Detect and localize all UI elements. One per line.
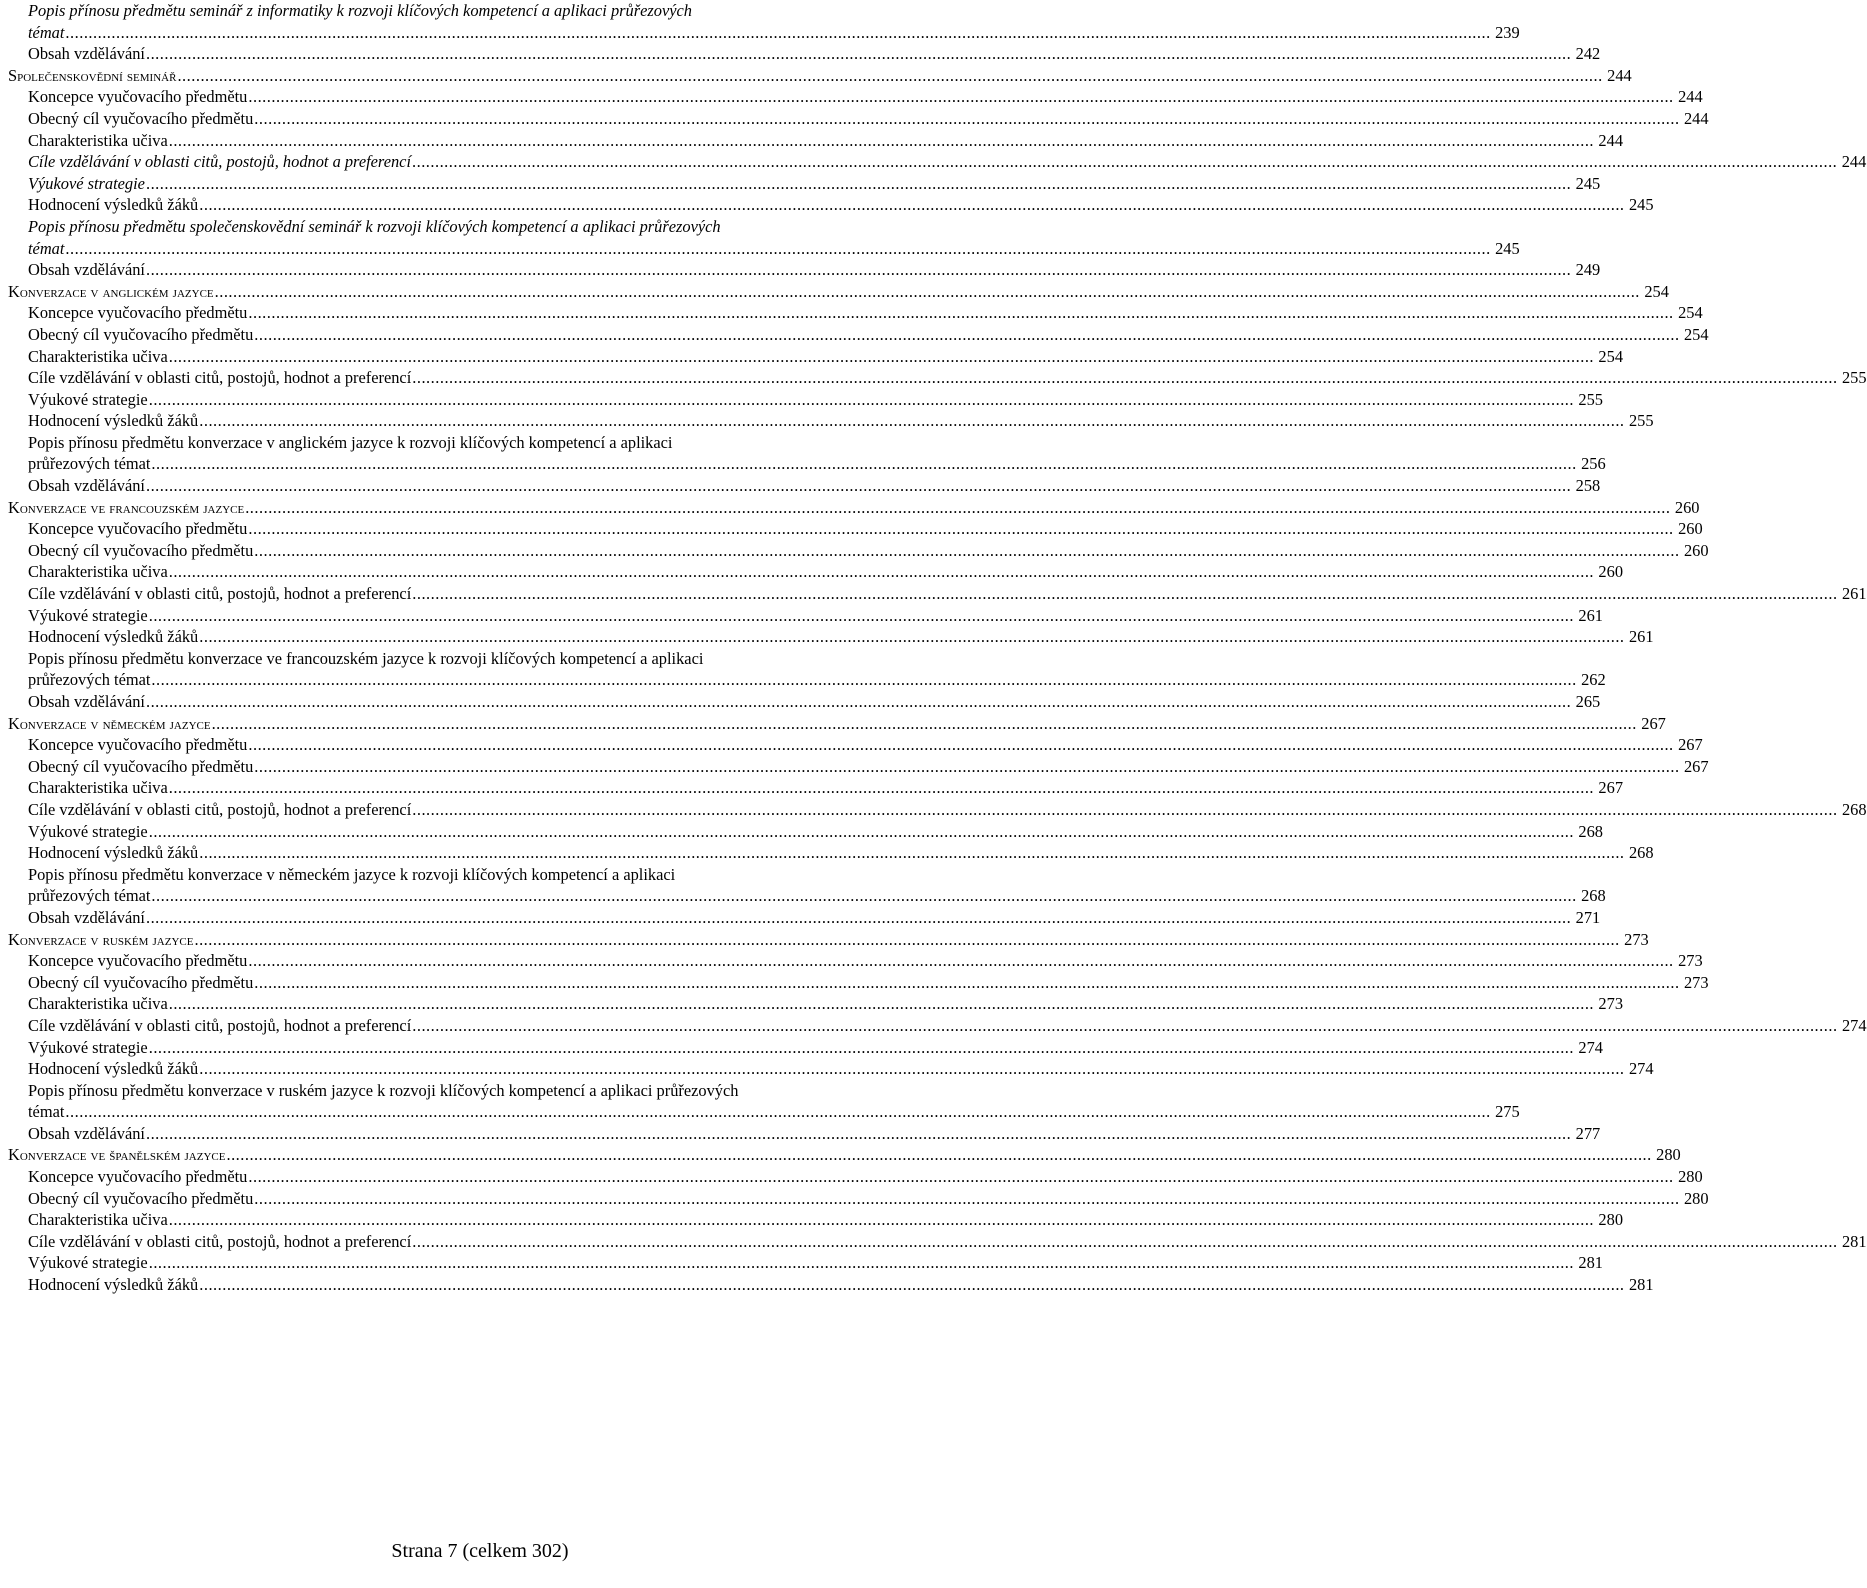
toc-entry[interactable]: [8, 86, 1703, 108]
toc-dot-leader: [248, 518, 1673, 540]
toc-entry[interactable]: [8, 346, 1624, 368]
toc-dot-leader: [169, 993, 1594, 1015]
toc-dot-leader: [65, 22, 1490, 44]
toc-dot-leader: [412, 1015, 1837, 1037]
toc-entry-title: Obecný cíl vyučovacího předmětu: [28, 1188, 254, 1208]
toc-entry-title: Charakteristika učiva: [28, 994, 168, 1014]
toc-page-number: 280: [1598, 1210, 1624, 1230]
toc-page-number: 265: [1575, 692, 1601, 711]
toc-entry-title: Charakteristika učiva: [28, 562, 168, 582]
toc-entry[interactable]: [8, 626, 1654, 648]
toc-entry[interactable]: [8, 540, 1709, 562]
toc-entry[interactable]: [8, 1015, 1867, 1037]
toc-entry[interactable]: [8, 972, 1709, 994]
toc-entry[interactable]: [8, 1166, 1703, 1188]
toc-entry[interactable]: [8, 669, 1606, 691]
toc-page-number: 244: [1841, 152, 1867, 172]
toc-dot-leader: [254, 540, 1679, 562]
toc-entry[interactable]: [8, 1188, 1709, 1210]
toc-dot-leader: [199, 1274, 1624, 1296]
toc-dot-leader: [169, 561, 1594, 583]
toc-entry[interactable]: [8, 22, 1520, 44]
toc-dot-leader: [412, 367, 1837, 389]
toc-entry-title: témat: [28, 1102, 65, 1122]
toc-page-number: 261: [1841, 584, 1867, 604]
toc-entry[interactable]: [8, 410, 1654, 432]
toc-entry-title: Charakteristika učiva: [28, 778, 168, 798]
toc-dot-leader: [215, 281, 1640, 303]
toc-page-number: 281: [1628, 1275, 1654, 1295]
toc-page-number: 267: [1598, 778, 1624, 798]
toc-entry[interactable]: [8, 216, 944, 238]
toc-dot-leader: [149, 1037, 1574, 1059]
toc-page-number: 268: [1581, 886, 1606, 906]
toc-entry-title: Cíle vzdělávání v oblasti citů, postojů, hodnot a preferencí: [28, 368, 412, 388]
toc-section-entry[interactable]: [8, 929, 1649, 951]
toc-dot-leader: [151, 453, 1576, 475]
toc-dot-leader: [146, 43, 1571, 65]
toc-dot-leader: [194, 929, 1619, 951]
toc-entry-title: Konverzace ve španělském jazyce: [8, 1145, 226, 1165]
toc-page-number: 274: [1841, 1015, 1867, 1035]
toc-page-number: 242: [1575, 44, 1601, 64]
toc-entry[interactable]: [8, 583, 1867, 605]
toc-entry[interactable]: [8, 1058, 1654, 1080]
toc-entry-title: témat: [28, 238, 65, 258]
toc-entry-title: Charakteristika učiva: [28, 346, 168, 366]
toc-entry-title: Výukové strategie: [28, 605, 148, 625]
toc-page-number: 254: [1683, 324, 1709, 344]
toc-page-number: 274: [1628, 1059, 1654, 1079]
toc-page-number: 260: [1674, 497, 1700, 517]
toc-entry[interactable]: [8, 475, 1601, 497]
toc-entry[interactable]: [8, 648, 944, 670]
toc-entry-title: Obsah vzdělávání: [28, 1123, 145, 1143]
toc-dot-leader: [248, 86, 1673, 108]
toc-entry-title: Cíle vzdělávání v oblasti citů, postojů, hodnot a preferencí: [28, 1231, 412, 1251]
toc-page-number: 267: [1641, 713, 1666, 733]
toc-entry-title: Hodnocení výsledků žáků: [28, 843, 199, 863]
toc-entry[interactable]: [8, 950, 1703, 972]
toc-entry[interactable]: [8, 734, 1703, 756]
toc-entry-title: Výukové strategie: [28, 389, 148, 409]
toc-entry[interactable]: [8, 821, 1603, 843]
toc-page-number: 281: [1578, 1253, 1603, 1273]
toc-entry-title: Popis přínosu předmětu konverzace v anglickém jazyce k rozvoji klíčových kompetencí a aplikaci: [28, 432, 673, 452]
toc-page-number: 273: [1683, 972, 1709, 992]
toc-page-number: 267: [1683, 756, 1709, 776]
toc-entry-title: témat: [28, 22, 65, 42]
toc-entry[interactable]: [8, 799, 1867, 821]
toc-dot-leader: [248, 734, 1673, 756]
toc-page-number: 281: [1841, 1231, 1867, 1251]
toc-dot-leader: [248, 302, 1673, 324]
toc-entry-title: Cíle vzdělávání v oblasti citů, postojů, hodnot a preferencí: [28, 584, 412, 604]
page-footer: Strana 7 (celkem 302): [391, 1540, 569, 1562]
toc-entry-title: Koncepce vyučovacího předmětu: [28, 519, 248, 539]
toc-dot-leader: [199, 626, 1624, 648]
toc-page-number: 245: [1575, 173, 1601, 193]
toc-entry-title: Výukové strategie: [28, 1253, 148, 1273]
toc-entry[interactable]: [8, 259, 1601, 281]
toc-entry[interactable]: [8, 453, 1606, 475]
toc-page-number: 260: [1598, 562, 1624, 582]
toc-entry[interactable]: [8, 324, 1709, 346]
toc-entry-title: Popis přínosu předmětu konverzace v německém jazyce k rozvoji klíčových kompetencí a aplikaci: [28, 864, 676, 884]
toc-dot-leader: [226, 1144, 1651, 1166]
toc-entry-title: Koncepce vyučovacího předmětu: [28, 87, 248, 107]
toc-page-number: 271: [1575, 907, 1601, 927]
toc-dot-leader: [149, 389, 1574, 411]
toc-entry[interactable]: [8, 864, 944, 886]
toc-entry-title: Výukové strategie: [28, 1037, 148, 1057]
toc-entry[interactable]: [8, 43, 1601, 65]
toc-entry-title: Koncepce vyučovacího předmětu: [28, 1167, 248, 1187]
toc-section-entry[interactable]: [8, 1144, 1681, 1166]
toc-page-number: 239: [1495, 22, 1520, 42]
toc-entry[interactable]: [8, 561, 1624, 583]
toc-dot-leader: [254, 1188, 1679, 1210]
toc-entry-title: Obecný cíl vyučovacího předmětu: [28, 540, 254, 560]
toc-page-number: 277: [1575, 1123, 1601, 1143]
toc-entry-title: Obecný cíl vyučovacího předmětu: [28, 756, 254, 776]
toc-entry-title: Výukové strategie: [28, 173, 145, 193]
toc-dot-leader: [149, 1252, 1574, 1274]
toc-entry[interactable]: [8, 1231, 1867, 1253]
toc-entry-title: Společenskovědní seminář: [8, 65, 177, 85]
toc-entry-title: Hodnocení výsledků žáků: [28, 1059, 199, 1079]
toc-page-number: 274: [1578, 1037, 1603, 1057]
toc-dot-leader: [169, 346, 1594, 368]
toc-entry-title: Hodnocení výsledků žáků: [28, 195, 199, 215]
toc-entry[interactable]: [8, 151, 1867, 173]
toc-entry-title: Obecný cíl vyučovacího předmětu: [28, 972, 254, 992]
table-of-contents: [8, 0, 1867, 1296]
toc-page-number: 255: [1628, 411, 1654, 431]
toc-entry[interactable]: [8, 108, 1709, 130]
toc-page-number: 261: [1578, 605, 1603, 625]
toc-dot-leader: [199, 842, 1624, 864]
toc-entry[interactable]: [8, 756, 1709, 778]
toc-page-number: 262: [1581, 670, 1606, 690]
toc-page-number: 260: [1683, 540, 1709, 560]
toc-page-number: 254: [1678, 303, 1703, 323]
toc-entry-title: Hodnocení výsledků žáků: [28, 1275, 199, 1295]
toc-page-number: 254: [1644, 281, 1669, 301]
toc-entry[interactable]: [8, 173, 1601, 195]
toc-entry[interactable]: [8, 432, 944, 454]
toc-page-number: 273: [1624, 929, 1649, 949]
toc-dot-leader: [412, 583, 1837, 605]
toc-dot-leader: [199, 194, 1624, 216]
toc-dot-leader: [412, 151, 1837, 173]
toc-page-number: 245: [1495, 238, 1520, 258]
toc-dot-leader: [248, 1166, 1673, 1188]
toc-entry-title: průřezových témat: [28, 454, 151, 474]
toc-dot-leader: [146, 691, 1571, 713]
toc-entry[interactable]: [8, 1209, 1624, 1231]
toc-entry[interactable]: [8, 605, 1603, 627]
toc-entry[interactable]: [8, 1123, 1601, 1145]
toc-dot-leader: [169, 777, 1594, 799]
toc-entry-title: Obecný cíl vyučovacího předmětu: [28, 108, 254, 128]
toc-page-number: 244: [1678, 87, 1703, 107]
toc-page-number: 275: [1495, 1102, 1520, 1122]
toc-dot-leader: [146, 173, 1571, 195]
toc-dot-leader: [146, 907, 1571, 929]
toc-entry-title: Obsah vzdělávání: [28, 260, 145, 280]
toc-page-number: 273: [1598, 994, 1624, 1014]
toc-entry[interactable]: [8, 907, 1601, 929]
toc-dot-leader: [177, 65, 1602, 87]
toc-dot-leader: [245, 497, 1670, 519]
toc-page-number: 280: [1683, 1188, 1709, 1208]
toc-dot-leader: [248, 950, 1673, 972]
toc-section-entry[interactable]: [8, 65, 1632, 87]
toc-entry-title: Výukové strategie: [28, 821, 148, 841]
toc-entry[interactable]: [8, 194, 1654, 216]
toc-page-number: 255: [1578, 389, 1603, 409]
toc-dot-leader: [146, 1123, 1571, 1145]
toc-entry[interactable]: [8, 0, 944, 22]
toc-entry-title: Charakteristika učiva: [28, 130, 168, 150]
toc-entry-title: Obsah vzdělávání: [28, 476, 145, 496]
toc-entry[interactable]: [8, 777, 1624, 799]
toc-page-number: 267: [1678, 735, 1703, 755]
toc-entry-title: průřezových témat: [28, 670, 151, 690]
toc-entry[interactable]: [8, 1037, 1603, 1059]
toc-dot-leader: [199, 410, 1624, 432]
toc-dot-leader: [212, 713, 1637, 735]
toc-page-number: 244: [1683, 108, 1709, 128]
toc-page-number: 273: [1678, 951, 1703, 971]
toc-page-number: 255: [1841, 368, 1867, 388]
toc-entry[interactable]: [8, 1274, 1654, 1296]
toc-entry-title: Koncepce vyučovacího předmětu: [28, 735, 248, 755]
toc-entry-title: Popis přínosu předmětu seminář z informatiky k rozvoji klíčových kompetencí a aplikaci průřezových: [28, 1, 692, 20]
toc-section-entry[interactable]: [8, 281, 1669, 303]
toc-page-number: 268: [1578, 821, 1603, 841]
toc-entry-title: Popis přínosu předmětu společenskovědní seminář k rozvoji klíčových kompetencí a aplikaci průřezových: [28, 216, 721, 236]
toc-page-number: 261: [1628, 627, 1654, 647]
toc-entry[interactable]: [8, 302, 1703, 324]
toc-page-number: 268: [1841, 799, 1867, 819]
toc-section-entry[interactable]: [8, 497, 1700, 519]
toc-page-number: 268: [1628, 843, 1654, 863]
toc-entry-title: Hodnocení výsledků žáků: [28, 627, 199, 647]
toc-dot-leader: [146, 259, 1571, 281]
toc-page-number: 260: [1678, 519, 1703, 539]
toc-page-number: 280: [1656, 1145, 1681, 1165]
toc-dot-leader: [65, 238, 1490, 260]
toc-dot-leader: [149, 605, 1574, 627]
toc-page-number: 244: [1598, 130, 1624, 150]
toc-entry[interactable]: [8, 1101, 1520, 1123]
toc-dot-leader: [254, 756, 1679, 778]
toc-page-number: 256: [1581, 454, 1606, 474]
toc-dot-leader: [65, 1101, 1490, 1123]
toc-page-number: 258: [1575, 476, 1601, 496]
toc-dot-leader: [169, 130, 1594, 152]
toc-entry-title: Obsah vzdělávání: [28, 907, 145, 927]
toc-dot-leader: [254, 324, 1679, 346]
toc-entry[interactable]: [8, 842, 1654, 864]
toc-entry-title: Konverzace v ruském jazyce: [8, 929, 194, 949]
toc-dot-leader: [169, 1209, 1594, 1231]
toc-entry-title: Konverzace v anglickém jazyce: [8, 281, 214, 301]
toc-entry-title: Hodnocení výsledků žáků: [28, 411, 199, 431]
toc-entry-title: průřezových témat: [28, 886, 151, 906]
toc-page-number: 245: [1628, 195, 1654, 215]
toc-entry[interactable]: [8, 1080, 944, 1102]
toc-entry[interactable]: [8, 691, 1601, 713]
toc-entry-title: Popis přínosu předmětu konverzace ve francouzském jazyce k rozvoji klíčových kompetencí a aplikaci: [28, 648, 704, 668]
toc-dot-leader: [254, 108, 1679, 130]
toc-section-entry[interactable]: [8, 713, 1666, 735]
toc-page-number: 280: [1678, 1167, 1703, 1187]
toc-entry-title: Cíle vzdělávání v oblasti citů, postojů, hodnot a preferencí: [28, 1015, 412, 1035]
toc-entry-title: Cíle vzdělávání v oblasti citů, postojů, hodnot a preferencí: [28, 799, 412, 819]
toc-entry-title: Konverzace v německém jazyce: [8, 713, 211, 733]
toc-dot-leader: [149, 821, 1574, 843]
toc-entry[interactable]: [8, 238, 1520, 260]
toc-dot-leader: [254, 972, 1679, 994]
toc-dot-leader: [199, 1058, 1624, 1080]
toc-entry[interactable]: [8, 885, 1606, 907]
toc-entry[interactable]: [8, 130, 1624, 152]
toc-dot-leader: [412, 1231, 1837, 1253]
toc-entry[interactable]: [8, 993, 1624, 1015]
toc-entry-title: Obecný cíl vyučovacího předmětu: [28, 324, 254, 344]
toc-entry[interactable]: [8, 367, 1867, 389]
toc-entry-title: Popis přínosu předmětu konverzace v ruském jazyce k rozvoji klíčových kompetencí a aplikaci průřezových: [28, 1080, 739, 1100]
toc-dot-leader: [146, 475, 1571, 497]
toc-page-number: 254: [1598, 346, 1624, 366]
toc-entry-title: Obsah vzdělávání: [28, 692, 145, 711]
toc-dot-leader: [151, 669, 1576, 691]
toc-entry[interactable]: [8, 1252, 1603, 1274]
toc-entry-title: Koncepce vyučovacího předmětu: [28, 951, 248, 971]
toc-entry[interactable]: [8, 518, 1703, 540]
toc-entry-title: Koncepce vyučovacího předmětu: [28, 303, 248, 323]
toc-entry-title: Konverzace ve francouzském jazyce: [8, 497, 245, 517]
toc-dot-leader: [412, 799, 1837, 821]
toc-dot-leader: [151, 885, 1576, 907]
toc-entry[interactable]: [8, 389, 1603, 411]
toc-page-number: 249: [1575, 260, 1601, 280]
toc-entry-title: Obsah vzdělávání: [28, 44, 145, 64]
toc-entry-title: Charakteristika učiva: [28, 1210, 168, 1230]
toc-page-number: 244: [1607, 65, 1632, 85]
toc-entry-title: Cíle vzdělávání v oblasti citů, postojů, hodnot a preferencí: [28, 152, 411, 172]
